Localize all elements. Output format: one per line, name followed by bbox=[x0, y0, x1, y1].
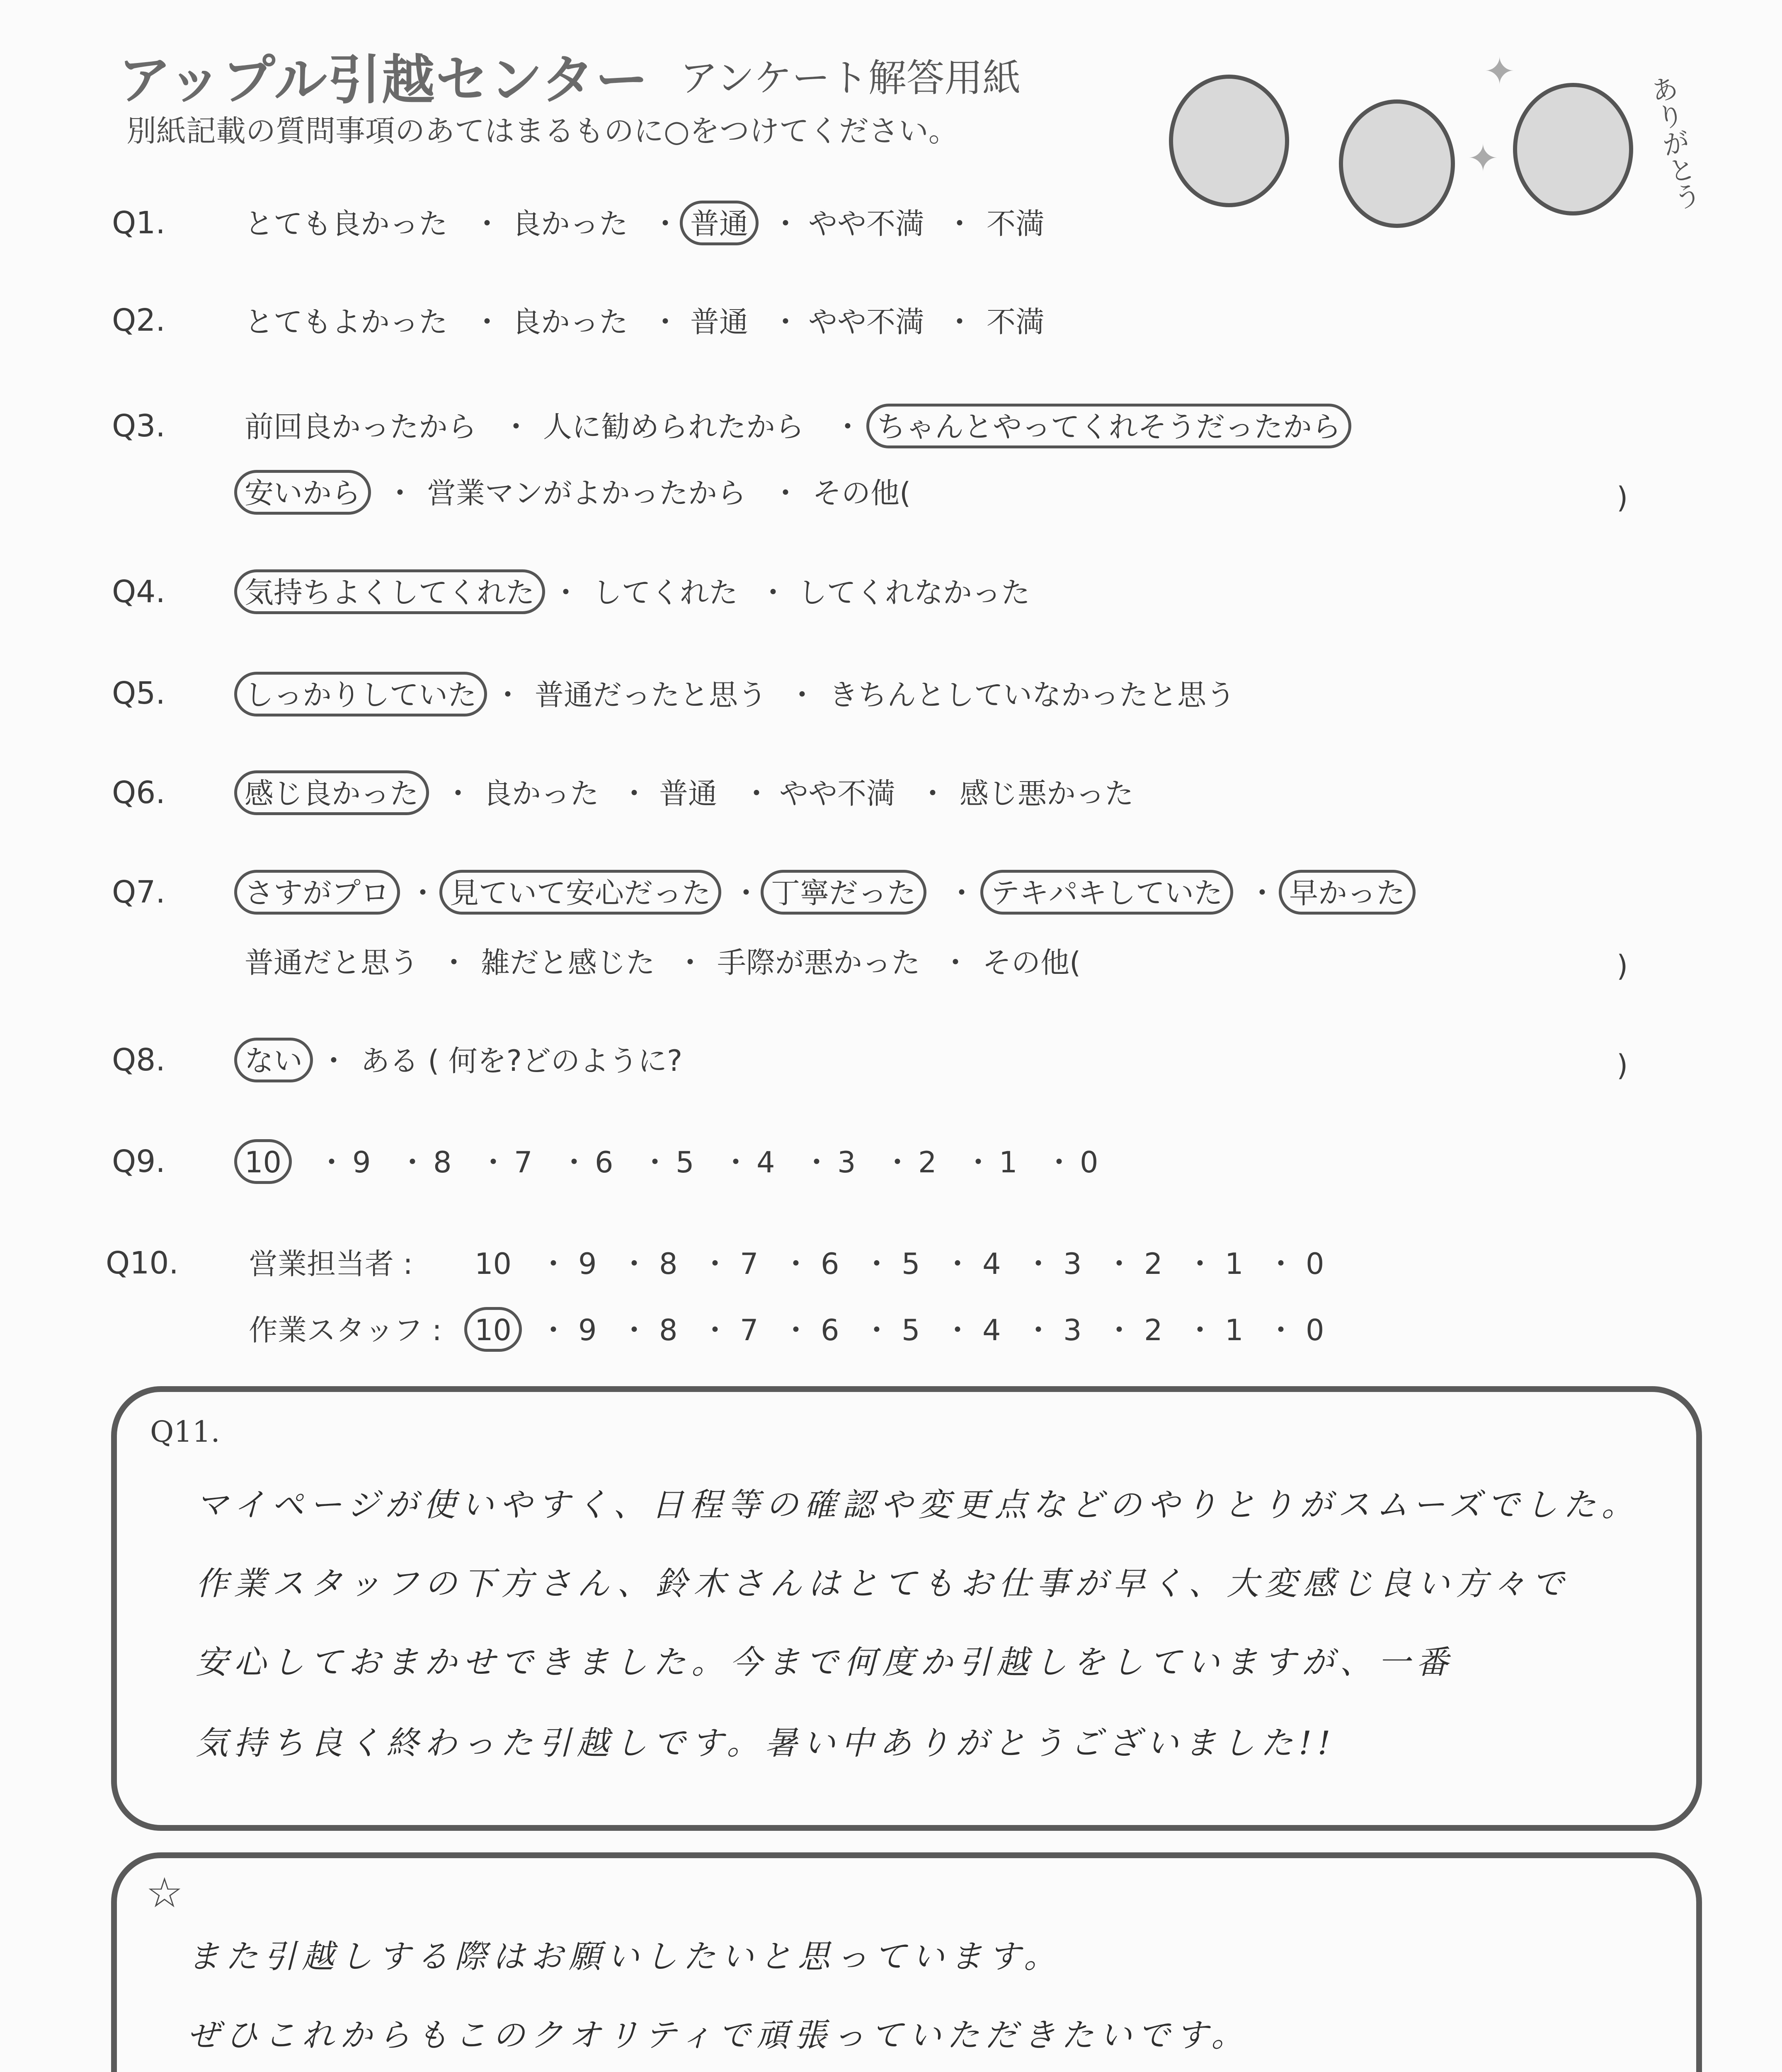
comment-line: ぜひこれからもこのクオリティで頑張っていただきたいです。 bbox=[187, 2017, 1249, 2054]
option[interactable]: 感じ悪かった bbox=[960, 777, 1134, 811]
question-label: Q4. bbox=[112, 574, 165, 610]
option-selected[interactable]: 丁寧だった bbox=[761, 870, 926, 915]
separator: ・ bbox=[862, 1247, 891, 1281]
option[interactable]: 良かった bbox=[483, 777, 599, 811]
separator: ・ bbox=[493, 678, 522, 712]
sales-rating-label: 営業担当者 : bbox=[249, 1247, 413, 1281]
option[interactable]: 1 bbox=[999, 1145, 1018, 1179]
option[interactable]: 営業マンがよかったから bbox=[427, 476, 746, 510]
option[interactable]: 2 bbox=[1144, 1247, 1163, 1281]
separator: ・ bbox=[964, 1145, 993, 1179]
star-icon: ☆ bbox=[146, 1869, 183, 1917]
question-label: Q10. bbox=[106, 1245, 179, 1281]
form-title: アップル引越センター bbox=[118, 49, 649, 111]
separator: ・ bbox=[1248, 876, 1277, 910]
option-selected[interactable]: 早かった bbox=[1279, 870, 1416, 915]
separator: ・ bbox=[502, 410, 531, 444]
option[interactable]: 7 bbox=[514, 1145, 533, 1179]
separator: ・ bbox=[701, 1313, 730, 1347]
thanks-text: ありがとう bbox=[1644, 73, 1704, 213]
staff-rating-label: 作業スタッフ : bbox=[249, 1313, 442, 1347]
option[interactable]: 6 bbox=[821, 1313, 839, 1347]
additional-comment-box[interactable] bbox=[111, 1852, 1702, 2072]
close-paren: ) bbox=[1617, 949, 1628, 983]
separator: ・ bbox=[833, 410, 862, 444]
q11-line: マイページが使いやすく、日程等の確認や変更点などのやりとりがスムーズでした。 bbox=[196, 1486, 1640, 1524]
option[interactable]: 6 bbox=[821, 1247, 839, 1281]
question-label: Q6. bbox=[112, 775, 165, 811]
option-selected[interactable]: 気持ちよくしてくれた bbox=[234, 569, 545, 614]
separator: ・ bbox=[319, 1044, 348, 1078]
question-label: Q2. bbox=[112, 303, 165, 338]
monkey-icon bbox=[1339, 99, 1455, 228]
separator: ・ bbox=[479, 1145, 508, 1179]
option[interactable]: 普通 bbox=[690, 305, 748, 339]
separator: ・ bbox=[781, 1313, 810, 1347]
option[interactable]: 9 bbox=[578, 1313, 597, 1347]
separator: ・ bbox=[742, 777, 771, 811]
sparkle-icon: ✦ bbox=[1467, 137, 1499, 180]
option[interactable]: 5 bbox=[676, 1145, 694, 1179]
separator: ・ bbox=[651, 305, 680, 339]
separator: ・ bbox=[945, 305, 974, 339]
separator: ・ bbox=[947, 876, 976, 910]
q11-label: Q11. bbox=[150, 1415, 220, 1449]
separator: ・ bbox=[1024, 1247, 1053, 1281]
separator: ・ bbox=[941, 946, 970, 980]
option[interactable]: 前回良かったから bbox=[245, 410, 477, 444]
separator: ・ bbox=[771, 207, 800, 241]
option-selected[interactable]: 10 bbox=[234, 1139, 292, 1184]
sparkle-icon: ✦ bbox=[1484, 50, 1515, 93]
separator: ・ bbox=[676, 946, 705, 980]
option[interactable]: その他( bbox=[982, 946, 1081, 980]
question-label: Q3. bbox=[112, 408, 165, 444]
option[interactable]: きちんとしていなかったと思う bbox=[829, 678, 1235, 712]
separator: ・ bbox=[945, 207, 974, 241]
option-selected[interactable]: 安いから bbox=[234, 470, 371, 515]
separator: ・ bbox=[1186, 1313, 1215, 1347]
question-label: Q1. bbox=[112, 205, 165, 241]
separator: ・ bbox=[943, 1247, 972, 1281]
separator: ・ bbox=[1024, 1313, 1053, 1347]
option[interactable]: 9 bbox=[352, 1145, 371, 1179]
option[interactable]: とても良かった bbox=[245, 207, 448, 241]
q11-line: 安心しておまかせできました。今まで何度か引越しをしていますが、一番 bbox=[196, 1644, 1455, 1681]
question-label: Q8. bbox=[112, 1042, 165, 1078]
option-selected[interactable]: 普通 bbox=[680, 201, 759, 245]
q11-line: 気持ち良く終わった引越しです。暑い中ありがとうございました!! bbox=[196, 1725, 1336, 1762]
option[interactable]: 5 bbox=[902, 1313, 920, 1347]
option[interactable]: 4 bbox=[756, 1145, 775, 1179]
question-label: Q7. bbox=[112, 874, 165, 910]
separator: ・ bbox=[1186, 1247, 1215, 1281]
separator: ・ bbox=[771, 476, 800, 510]
separator: ・ bbox=[771, 305, 800, 339]
form-subtitle: アンケート解答用紙 bbox=[680, 56, 1021, 100]
option[interactable]: 1 bbox=[1225, 1313, 1244, 1347]
separator: ・ bbox=[701, 1247, 730, 1281]
option[interactable]: 雑だと感じた bbox=[481, 946, 655, 980]
option[interactable]: 良かった bbox=[512, 207, 628, 241]
option-selected[interactable]: 10 bbox=[464, 1307, 522, 1352]
option[interactable]: 9 bbox=[578, 1247, 597, 1281]
option[interactable]: ある ( 何を?どのように? bbox=[361, 1044, 683, 1078]
close-paren: ) bbox=[1617, 1048, 1628, 1082]
option[interactable]: 3 bbox=[1063, 1247, 1082, 1281]
separator: ・ bbox=[759, 576, 788, 610]
option[interactable]: 8 bbox=[659, 1313, 678, 1347]
separator: ・ bbox=[943, 1313, 972, 1347]
option[interactable]: 1 bbox=[1225, 1247, 1244, 1281]
option[interactable]: 普通 bbox=[659, 777, 717, 811]
option[interactable]: 普通だと思う bbox=[245, 946, 419, 980]
option[interactable]: 普通だったと思う bbox=[535, 678, 767, 712]
option-selected[interactable]: ちゃんとやってくれそうだったから bbox=[866, 404, 1351, 448]
option[interactable]: 0 bbox=[1306, 1247, 1324, 1281]
option[interactable]: 4 bbox=[982, 1313, 1001, 1347]
question-label: Q9. bbox=[112, 1144, 165, 1179]
separator: ・ bbox=[317, 1145, 346, 1179]
option[interactable]: 良かった bbox=[512, 305, 628, 339]
option[interactable]: 5 bbox=[902, 1247, 920, 1281]
option-selected[interactable]: 感じ良かった bbox=[234, 770, 429, 815]
option[interactable]: 4 bbox=[982, 1247, 1001, 1281]
option[interactable]: 8 bbox=[659, 1247, 678, 1281]
separator: ・ bbox=[439, 946, 468, 980]
separator: ・ bbox=[781, 1247, 810, 1281]
separator: ・ bbox=[551, 576, 580, 610]
separator: ・ bbox=[1266, 1313, 1295, 1347]
option[interactable]: 手際が悪かった bbox=[717, 946, 920, 980]
separator: ・ bbox=[1105, 1313, 1134, 1347]
option[interactable]: 不満 bbox=[987, 207, 1045, 241]
monkey-icon bbox=[1169, 75, 1289, 207]
separator: ・ bbox=[640, 1145, 669, 1179]
separator: ・ bbox=[918, 777, 947, 811]
comment-line: また引越しする際はお願いしたいと思っています。 bbox=[187, 1938, 1062, 1975]
separator: ・ bbox=[721, 1145, 750, 1179]
monkey-icon bbox=[1513, 83, 1633, 215]
option-selected[interactable]: しっかりしていた bbox=[234, 672, 487, 716]
option[interactable]: してくれた bbox=[593, 576, 738, 610]
separator: ・ bbox=[651, 207, 680, 241]
separator: ・ bbox=[539, 1313, 568, 1347]
q11-line: 作業スタッフの下方さん、鈴木さんはとてもお仕事が早く、大変感じ良い方々で bbox=[196, 1565, 1570, 1602]
option[interactable]: やや不満 bbox=[779, 777, 895, 811]
option[interactable]: 人に勧められたから bbox=[543, 410, 804, 444]
option[interactable]: 7 bbox=[740, 1247, 759, 1281]
close-paren: ) bbox=[1617, 481, 1628, 515]
option[interactable]: とてもよかった bbox=[245, 305, 448, 339]
option-selected[interactable]: さすがプロ bbox=[234, 870, 400, 915]
option[interactable]: してくれなかった bbox=[798, 576, 1030, 610]
option[interactable]: 10 bbox=[475, 1247, 512, 1281]
option[interactable]: 7 bbox=[740, 1313, 759, 1347]
separator: ・ bbox=[539, 1247, 568, 1281]
separator: ・ bbox=[788, 678, 817, 712]
separator: ・ bbox=[398, 1145, 427, 1179]
option-selected[interactable]: ない bbox=[234, 1038, 313, 1082]
separator: ・ bbox=[802, 1145, 831, 1179]
option[interactable]: 3 bbox=[837, 1145, 856, 1179]
option[interactable]: やや不満 bbox=[808, 305, 924, 339]
instructions: 別紙記載の質問事項のあてはまるものに○をつけてください。 bbox=[126, 114, 958, 148]
separator: ・ bbox=[620, 777, 649, 811]
option[interactable]: 不満 bbox=[987, 305, 1045, 339]
option-selected[interactable]: テキパキしていた bbox=[980, 870, 1233, 915]
option[interactable]: 6 bbox=[595, 1145, 613, 1179]
separator: ・ bbox=[862, 1313, 891, 1347]
separator: ・ bbox=[473, 305, 502, 339]
separator: ・ bbox=[473, 207, 502, 241]
option[interactable]: その他( bbox=[812, 476, 911, 510]
separator: ・ bbox=[620, 1247, 649, 1281]
option[interactable]: 2 bbox=[1144, 1313, 1163, 1347]
option[interactable]: やや不満 bbox=[808, 207, 924, 241]
separator: ・ bbox=[1266, 1247, 1295, 1281]
option-selected[interactable]: 見ていて安心だった bbox=[439, 870, 721, 915]
separator: ・ bbox=[1105, 1247, 1134, 1281]
separator: ・ bbox=[1045, 1145, 1074, 1179]
separator: ・ bbox=[732, 876, 761, 910]
separator: ・ bbox=[444, 777, 473, 811]
q11-comment-box[interactable] bbox=[111, 1386, 1702, 1831]
option[interactable]: 2 bbox=[918, 1145, 937, 1179]
separator: ・ bbox=[560, 1145, 589, 1179]
question-label: Q5. bbox=[112, 675, 165, 711]
separator: ・ bbox=[408, 876, 437, 910]
separator: ・ bbox=[883, 1145, 912, 1179]
option[interactable]: 8 bbox=[433, 1145, 452, 1179]
option[interactable]: 0 bbox=[1306, 1313, 1324, 1347]
separator: ・ bbox=[385, 476, 415, 510]
separator: ・ bbox=[620, 1313, 649, 1347]
option[interactable]: 0 bbox=[1080, 1145, 1098, 1179]
option[interactable]: 3 bbox=[1063, 1313, 1082, 1347]
